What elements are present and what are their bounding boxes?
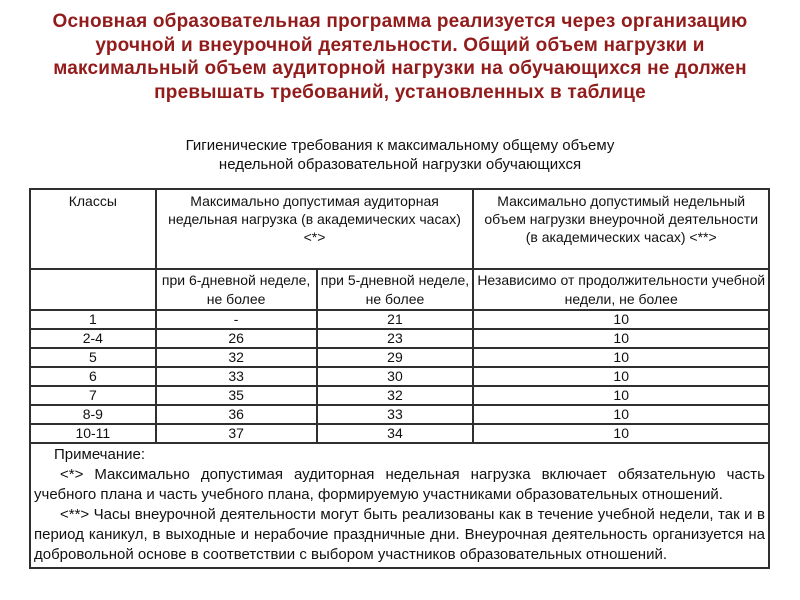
cell-six-day: 32 [156, 348, 317, 367]
header-cell-empty [30, 269, 156, 310]
cell-classes: 8-9 [30, 405, 156, 424]
cell-extracurricular: 10 [473, 386, 769, 405]
table-row [30, 386, 769, 405]
table-header-row-1 [30, 189, 769, 269]
cell-extracurricular: 10 [473, 348, 769, 367]
requirements-table [29, 188, 770, 569]
header-cell-extra-load: Максимально допустимый недельный объем нагрузки внеурочной деятельности (в академических часах) <**> [473, 189, 769, 269]
header-cell-five-day: при 5-дневной неделе, не более [317, 269, 474, 310]
cell-six-day: - [156, 310, 317, 329]
header-cell-any-week: Независимо от продолжительности учебной недели, не более [473, 269, 769, 310]
slide-heading-line: Основная образовательная программа реализуется через организацию [52, 11, 748, 32]
header-cell-classes: Классы [30, 189, 156, 269]
cell-extracurricular: 10 [473, 329, 769, 348]
table-row [30, 367, 769, 386]
note-cell [30, 443, 769, 568]
table-note-row [30, 443, 769, 568]
slide-heading-line: превышать требований, установленных в таблице [154, 81, 646, 103]
cell-classes: 7 [30, 386, 156, 405]
cell-extracurricular: 10 [473, 405, 769, 424]
cell-five-day: 30 [317, 367, 474, 386]
cell-classes: 10-11 [30, 424, 156, 443]
cell-six-day: 33 [156, 367, 317, 386]
slide-heading [0, 10, 800, 104]
header-cell-six-day: при 6-дневной неделе, не более [156, 269, 317, 310]
cell-extracurricular: 10 [473, 424, 769, 443]
cell-five-day: 32 [317, 386, 474, 405]
table-header-row-2 [30, 269, 769, 310]
cell-five-day: 33 [317, 405, 474, 424]
table-row [30, 405, 769, 424]
note-label: Примечание: [54, 446, 145, 463]
note-paragraph-1: <*> Максимально допустимая аудиторная недельная нагрузка включает обязательную часть учебного плана и часть учебного плана, формируемую участниками образовательных отношений. [34, 466, 765, 503]
cell-six-day: 35 [156, 386, 317, 405]
table-row [30, 329, 769, 348]
cell-classes: 2-4 [30, 329, 156, 348]
slide [0, 10, 800, 600]
cell-classes: 1 [30, 310, 156, 329]
cell-five-day: 34 [317, 424, 474, 443]
table-row [30, 424, 769, 443]
header-cell-aud-load: Максимально допустимая аудиторная недельная нагрузка (в академических часах) <*> [156, 189, 474, 269]
cell-five-day: 23 [317, 329, 474, 348]
note-paragraph-2: <**> Часы внеурочной деятельности могут быть реализованы как в течение учебной недели, так и в период каникул, в выходные и нерабочие праздничные дни. Внеурочная деятельность организуется на добровольной основе в соответствии с выбором участников образовательных отношений. [34, 506, 765, 563]
slide-heading-line: максимальный объем аудиторной нагрузки на обучающихся не должен [53, 58, 747, 79]
table-title [0, 136, 800, 174]
cell-six-day: 36 [156, 405, 317, 424]
cell-six-day: 26 [156, 329, 317, 348]
cell-five-day: 29 [317, 348, 474, 367]
table-row [30, 348, 769, 367]
cell-extracurricular: 10 [473, 310, 769, 329]
table-title-line: недельной образовательной нагрузки обучающихся [218, 156, 582, 173]
cell-classes: 6 [30, 367, 156, 386]
slide-heading-line: урочной и внеурочной деятельности. Общий объем нагрузки и [95, 34, 705, 56]
cell-extracurricular: 10 [473, 367, 769, 386]
cell-classes: 5 [30, 348, 156, 367]
table-title-line: Гигиенические требования к максимальному общему объему [185, 137, 615, 154]
table-row [30, 310, 769, 329]
cell-five-day: 21 [317, 310, 474, 329]
cell-six-day: 37 [156, 424, 317, 443]
